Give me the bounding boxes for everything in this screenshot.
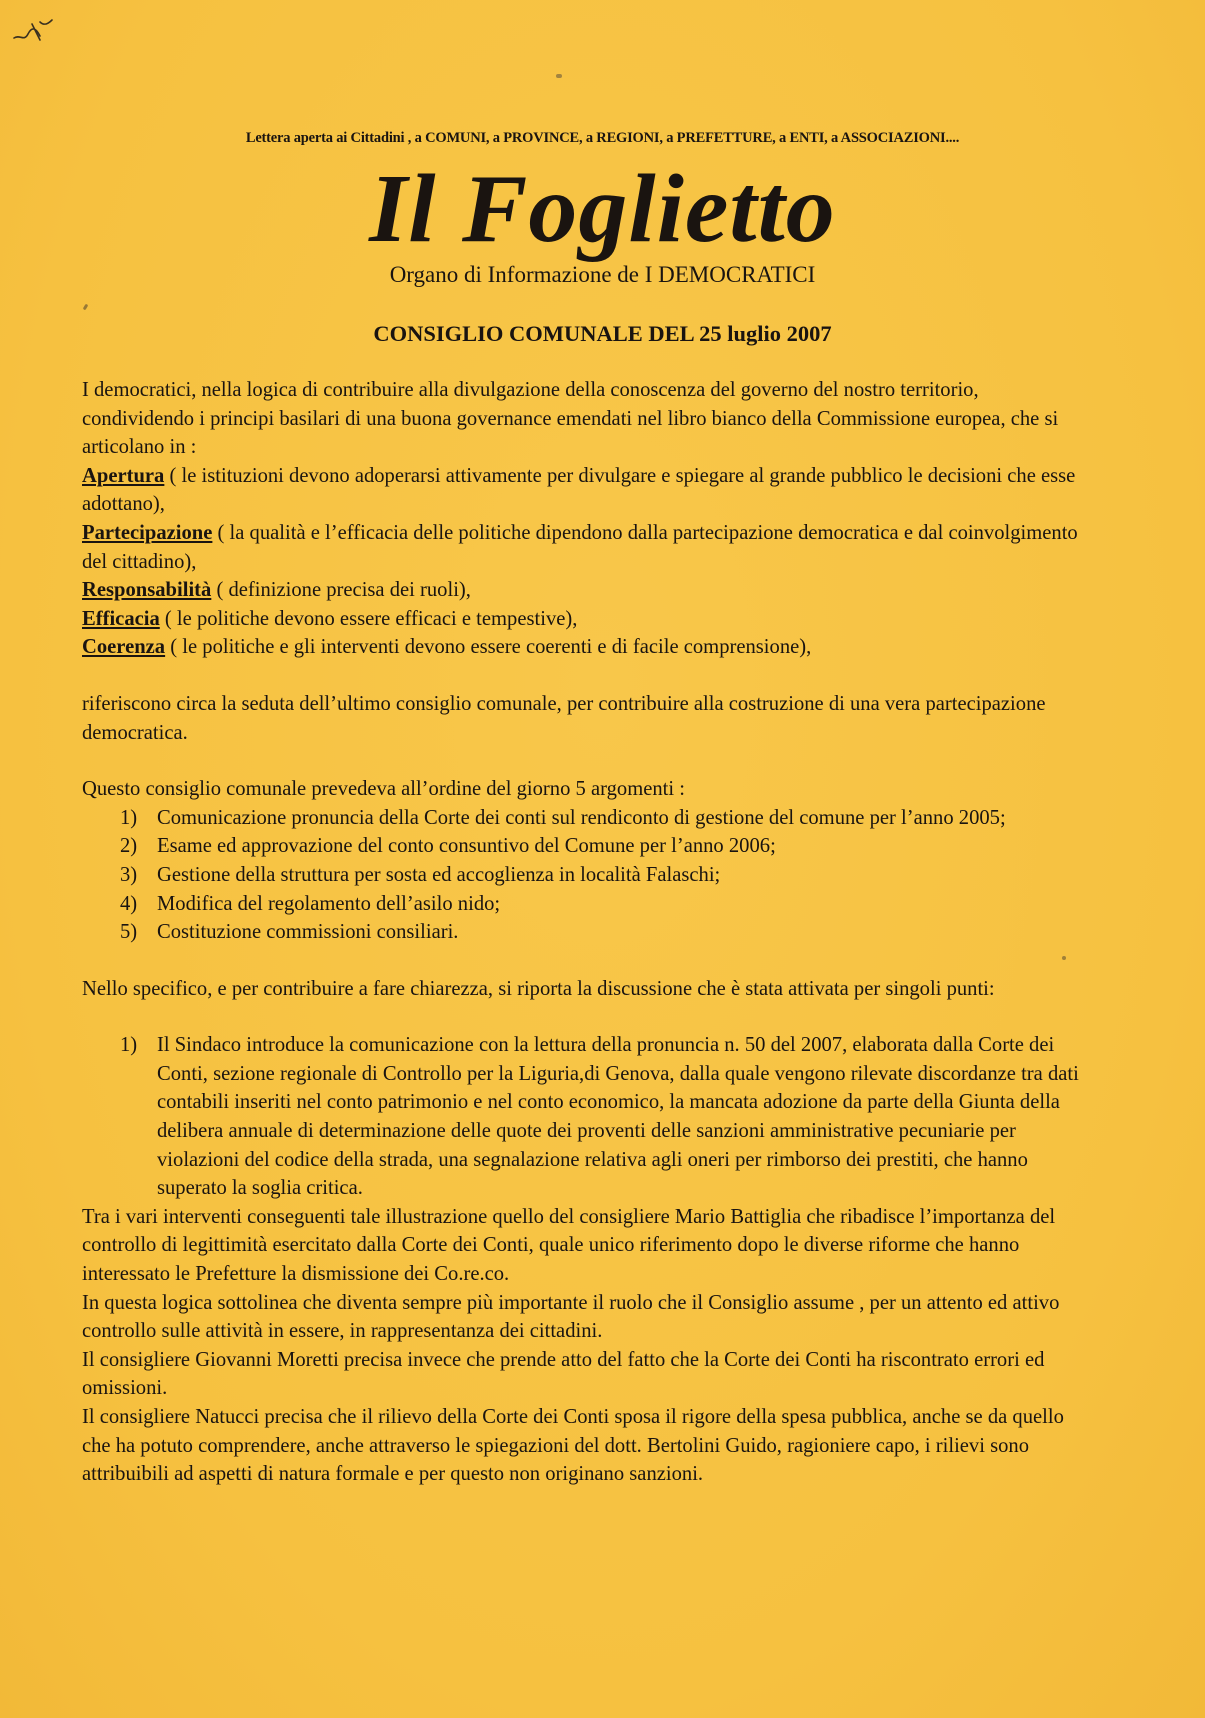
principle-text: ( le politiche devono essere efficaci e tempestive), xyxy=(159,607,578,630)
spacer xyxy=(82,1003,1092,1031)
paper-speck xyxy=(556,74,562,78)
agenda-text: Esame ed approvazione del conto consuntivo del Comune per l’anno 2006; xyxy=(157,835,776,858)
agenda-item xyxy=(82,890,1092,919)
agenda-item xyxy=(82,861,1092,890)
agenda-number: 2) xyxy=(120,835,138,858)
agenda-list xyxy=(82,804,1092,947)
discussion-paragraph: Il consigliere Natucci precisa che il rilievo della Corte dei Conti sposa il rigore della spesa pubblica, anche se da quello che ha potuto comprendere, anche attraverso le spiegazioni del dott. Bertolini Guido, ragioniere capo, i rilievi sono attribuibili ad aspetti di natura formale e per questo non originano sanzioni. xyxy=(82,1406,1064,1486)
preheader: Lettera aperta ai Cittadini , a COMUNI, a PROVINCE, a REGIONI, a PREFETTURE, a ENTI, a ASSOCIAZIONI.... xyxy=(245,130,960,146)
point-number: 1) xyxy=(120,1034,138,1057)
agenda-number: 1) xyxy=(120,806,138,829)
article-headline: CONSIGLIO COMUNALE DEL 25 luglio 2007 xyxy=(373,321,832,346)
pen-scribble-mark xyxy=(10,14,56,50)
discussion-paragraph: Il consigliere Giovanni Moretti precisa invece che prende atto del fatto che la Corte dei Conti ha riscontrato errori ed omissioni. xyxy=(82,1348,1045,1400)
paper-speck xyxy=(83,304,89,311)
agenda-text: Comunicazione pronuncia della Corte dei conti sul rendiconto di gestione del comune per l’anno 2005; xyxy=(157,806,1006,829)
principle-term: Efficacia xyxy=(82,607,160,630)
discussion-points-list xyxy=(82,1031,1092,1203)
principle-item xyxy=(82,576,1092,605)
agenda-item xyxy=(82,832,1092,861)
principle-term: Apertura xyxy=(82,464,165,487)
discussion-paragraph: Tra i vari interventi conseguenti tale illustrazione quello del consigliere Mario Battiglia che ribadisce l’importanza del controllo di legittimità esercitato dalla Corte dei Conti, quale unico riferimento dopo le diverse riforme che hanno interessato le Prefetture la dismissione dei Co.re.co. xyxy=(82,1205,1056,1286)
agenda-number: 5) xyxy=(120,921,138,944)
report-intro-paragraph: riferiscono circa la seduta dell’ultimo consiglio comunale, per contribuire alla costruzione di una vera partecipazione democratica. xyxy=(82,692,1046,744)
spacer xyxy=(82,747,1092,775)
principle-text: ( la qualità e l’efficacia delle politiche dipendono dalla partecipazione democratica e dal coinvolgimento del cittadino), xyxy=(82,521,1078,573)
agenda-text: Modifica del regolamento dell’asilo nido; xyxy=(157,892,501,915)
principle-text: ( le istituzioni devono adoperarsi attivamente per divulgare e spiegare al grande pubblico le decisioni che esse adottano), xyxy=(82,464,1076,516)
discussion-point xyxy=(82,1031,1092,1203)
masthead-subtitle: Organo di Informazione de I DEMOCRATICI xyxy=(389,262,816,287)
agenda-item xyxy=(82,804,1092,833)
principles-list xyxy=(82,462,1092,662)
principle-item xyxy=(82,605,1092,634)
principle-text: ( le politiche e gli interventi devono essere coerenti e di facile comprensione), xyxy=(165,636,812,659)
point-text: Il Sindaco introduce la comunicazione con la lettura della pronuncia n. 50 del 2007, elaborata dalla Corte dei Conti, sezione regionale di Controllo per la Liguria,di Genova, dalla quale vengono rilevate discordanze tra dati contabili inseriti nel conto patrimonio e nel conto economico, la mancata adozione da parte della Giunta della delibera annuale di determinazione delle quote dei proventi delle sanzioni amministrative pecuniarie per violazioni del codice della strada, una segnalazione relativa agli oneri per rimborso dei prestiti, che hanno superato la soglia critica. xyxy=(157,1034,1079,1200)
spacer xyxy=(82,947,1092,975)
principle-term: Partecipazione xyxy=(82,521,213,544)
agenda-text: Gestione della struttura per sosta ed accoglienza in località Falaschi; xyxy=(157,863,721,886)
spacer xyxy=(82,662,1092,690)
principle-term: Responsabilità xyxy=(82,579,212,602)
article-body xyxy=(82,376,1092,1489)
agenda-item xyxy=(82,918,1092,947)
intro-paragraph: I democratici, nella logica di contribuire alla divulgazione della conoscenza del governo del nostro territorio, condividendo i principi basilari di una buona governance emendati nel libro bianco della Commissione europea, che si articolano in : xyxy=(82,379,1059,459)
detail-intro: Nello specifico, e per contribuire a fare chiarezza, si riporta la discussione che è stata attivata per singoli punti: xyxy=(82,977,995,1000)
agenda-number: 4) xyxy=(120,892,138,915)
principle-item xyxy=(82,519,1092,576)
masthead-title: Il Foglietto xyxy=(369,155,836,263)
principle-term: Coerenza xyxy=(82,636,166,659)
principle-item xyxy=(82,462,1092,519)
principle-item xyxy=(82,633,1092,662)
agenda-intro: Questo consiglio comunale prevedeva all’ordine del giorno 5 argomenti : xyxy=(82,778,685,801)
principle-text: ( definizione precisa dei ruoli), xyxy=(211,579,471,602)
agenda-text: Costituzione commissioni consiliari. xyxy=(157,921,459,944)
discussion-paragraph: In questa logica sottolinea che diventa sempre più importante il ruolo che il Consiglio assume , per un attento ed attivo controllo sulle attività in essere, in rappresentanza dei cittadini. xyxy=(82,1291,1060,1343)
agenda-number: 3) xyxy=(120,863,138,886)
